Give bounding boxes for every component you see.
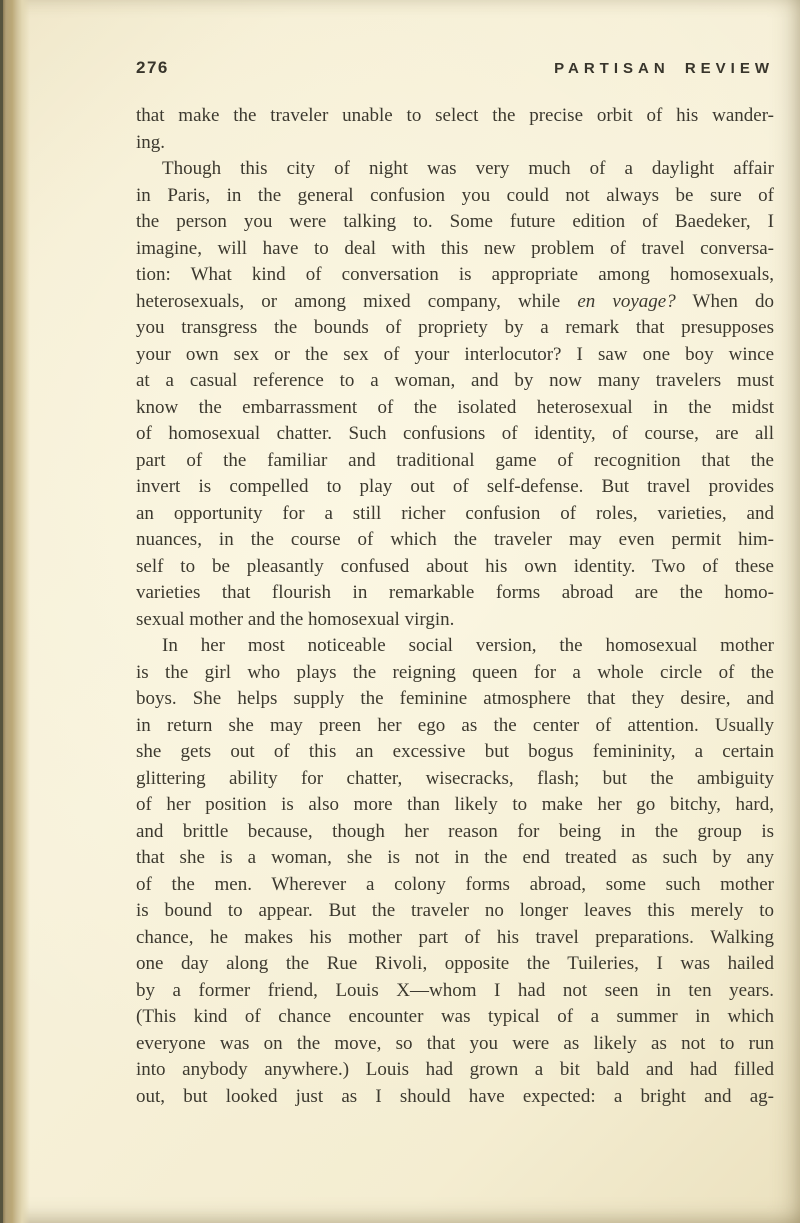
text-line: self to be pleasantly confused about his own identity. Two of these <box>136 555 774 577</box>
text-line: in return she may preen her ego as the center of attention. Usually <box>136 714 774 736</box>
text-line: of the men. Wherever a colony forms abroad, some such mother <box>136 873 774 895</box>
text-line: part of the familiar and traditional game of recognition that the <box>136 449 774 471</box>
text-line: Though this city of night was very much of a daylight affair <box>162 158 774 179</box>
text-line: boys. She helps supply the feminine atmosphere that they desire, and <box>136 688 774 709</box>
text-line: invert is compelled to play out of self-defense. But travel provides <box>136 476 774 497</box>
text-line: (This kind of chance encounter was typical of a summer in which <box>136 1006 774 1027</box>
journal-title: PARTISAN REVIEW <box>554 60 774 77</box>
text-line: of homosexual chatter. Such confusions of identity, of course, are all <box>136 423 774 444</box>
text-line: an opportunity for a still richer confusion of roles, varieties, and <box>136 502 774 524</box>
text-line: you transgress the bounds of propriety by a remark that presupposes <box>136 317 774 338</box>
text-line: the person you were talking to. Some future edition of Baedeker, I <box>136 211 774 232</box>
text-line: out, but looked just as I should have expected: a bright and ag- <box>136 1085 774 1107</box>
text-line: in Paris, in the general confusion you could not always be sure of <box>136 184 774 206</box>
text-line: In her most noticeable social version, the homosexual mother <box>162 635 774 656</box>
text-line: is the girl who plays the reigning queen for a whole circle of the <box>136 661 774 683</box>
text-line: everyone was on the move, so that you were as likely as not to run <box>136 1032 774 1054</box>
text-line: nuances, in the course of which the traveler may even permit him- <box>136 529 774 550</box>
text-line: ing. <box>136 131 166 153</box>
text-line: is bound to appear. But the traveler no longer leaves this merely to <box>136 900 774 921</box>
text-line: chance, he makes his mother part of his travel preparations. Walking <box>136 926 774 948</box>
page-number: 276 <box>136 58 169 77</box>
text-line: sexual mother and the homosexual virgin. <box>136 608 455 630</box>
text-line: glittering ability for chatter, wisecracks, flash; but the ambiguity <box>136 767 774 789</box>
text-line: imagine, will have to deal with this new problem of travel conversa- <box>136 237 774 259</box>
running-head <box>136 58 774 78</box>
text-line: at a casual reference to a woman, and by now many travelers must <box>136 370 774 391</box>
text-line: one day along the Rue Rivoli, opposite the Tuileries, I was hailed <box>136 953 774 974</box>
body-text <box>136 103 774 1110</box>
text-line: of her position is also more than likely to make her go bitchy, hard, <box>136 794 774 815</box>
text-line: that she is a woman, she is not in the end treated as such by any <box>136 847 774 868</box>
text-line: that make the traveler unable to select the precise orbit of his wander- <box>136 105 774 126</box>
text-line: know the embarrassment of the isolated heterosexual in the midst <box>136 396 774 418</box>
text-line: your own sex or the sex of your interlocutor? I saw one boy wince <box>136 343 774 365</box>
text-line: by a former friend, Louis X—whom I had not seen in ten years. <box>136 979 774 1001</box>
text-line: varieties that flourish in remarkable forms abroad are the homo- <box>136 582 774 603</box>
text-line: into anybody anywhere.) Louis had grown a bit bald and had filled <box>136 1059 774 1080</box>
text-line: heterosexuals, or among mixed company, while en voyage? When do <box>136 290 775 312</box>
book-binding-edge <box>0 0 30 1223</box>
text-line: and brittle because, though her reason for being in the group is <box>136 820 774 842</box>
text-line: tion: What kind of conversation is appropriate among homosexuals, <box>136 264 774 285</box>
text-line: she gets out of this an excessive but bogus femininity, a certain <box>136 741 774 762</box>
